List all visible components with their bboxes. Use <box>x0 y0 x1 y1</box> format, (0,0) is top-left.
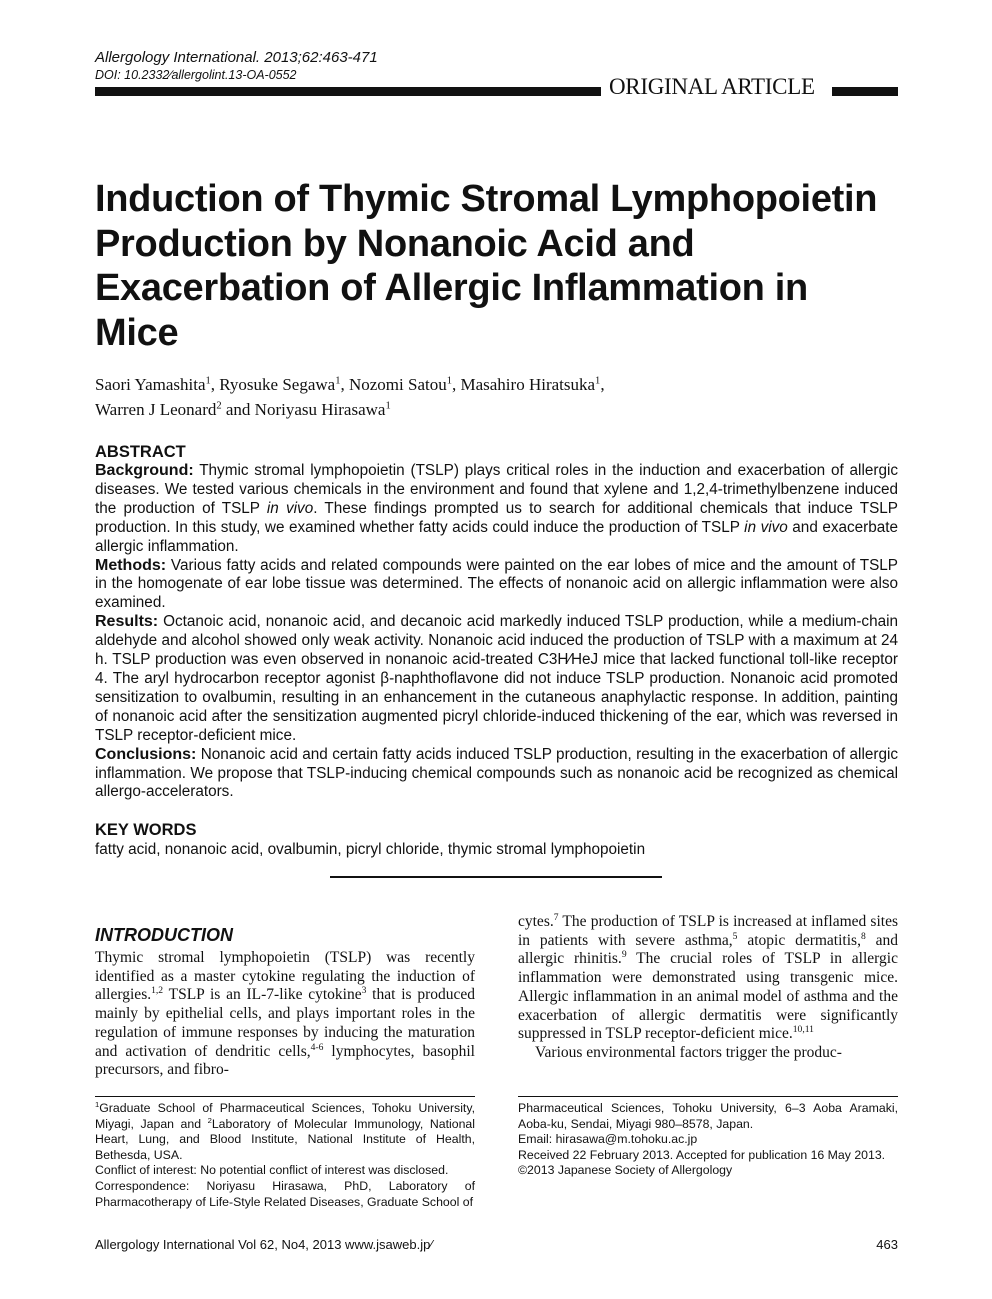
keywords-rule <box>330 876 662 878</box>
author: Nozomi Satou$^1$, <box>348 375 461 394</box>
page-number: 463 <box>876 1237 898 1252</box>
received-dates: Received 22 February 2013. Accepted for publication 16 May 2013. <box>518 1147 886 1162</box>
article-type: ORIGINAL ARTICLE <box>609 74 815 99</box>
journal-citation: Allergology International. 2013;62:463-471 <box>95 49 378 66</box>
doi: DOI: 10.2332∕allergolint.13-OA-0552 <box>95 68 297 82</box>
footnotes-right <box>518 1101 898 1179</box>
abstract-methods: Methods: Various fatty acids and related compounds were painted on the ear lobes of mice and the amount of TSLP in the homogenate of ear lobe tissue was determined. The effects of nonanoic acid on allergic inflammation were also examined. <box>95 556 898 612</box>
correspondence-address: Pharmaceutical Sciences, Tohoku University, 6–3 Aoba Aramaki, Aoba-ku, Sendai, Miyagi 980–8578, Japan. <box>518 1101 898 1131</box>
copyright: ©2013 Japanese Society of Allergology <box>518 1163 733 1178</box>
affiliations: $^1$Graduate School of Pharmaceutical Sciences, Tohoku University, Miyagi, Japan and $^2$Laboratory of Molecular Immunology, National Heart, Lung, and Blood Institute, National Institute of Health, Bethesda, USA. <box>95 1099 475 1162</box>
footer-journal: Allergology International Vol 62, No4, 2013 www.jsaweb.jp∕ <box>95 1237 433 1252</box>
paragraph: Various environmental factors trigger the produc- <box>535 1043 842 1061</box>
author: Ryosuke Segawa$^1$, <box>219 375 349 394</box>
header-rule-right <box>832 87 898 96</box>
body-column-right <box>518 913 898 1063</box>
article-title: Induction of Thymic Stromal Lymphopoietin Production by Nonanoic Acid and Exacerbation of Allergic Inflammation in Mice <box>95 178 878 354</box>
paragraph: cytes.$^7$ The production of TSLP is increased at inflamed sites in patients with severe asthma,$^5$ atopic dermatitis,$^8$ and allergic rhinitis.$^9$ The crucial roles of TSLP in allergic inflammation were demonstrated using transgenic mice. Allergic inflammation in an animal model of asthma and the exacerbation of allergic dermatitis were significantly suppressed in TSLP receptor-deficient mice.$^{10,11}$ <box>518 911 899 1043</box>
email: Email: hirasawa@m.tohoku.ac.jp <box>518 1132 698 1147</box>
section-heading-introduction: INTRODUCTION <box>95 925 233 945</box>
abstract-conclusions: Conclusions: Nonanoic acid and certain fatty acids induced TSLP production, resulting in the exacerbation of allergic inflammation. We propose that TSLP-inducing chemical compounds such as nonanoic acid be recognized as chemical allergo-accelerators. <box>95 745 898 801</box>
author: Warren J Leonard$^2$ and <box>95 400 255 419</box>
footnotes-left <box>95 1101 475 1210</box>
footnote-rule-left <box>95 1096 475 1097</box>
body-column-left <box>95 949 475 1080</box>
abstract-results: Results: Octanoic acid, nonanoic acid, and decanoic acid markedly induced TSLP production, while a medium-chain aldehyde and alcohol showed only weak activity. Nonanoic acid induced the production of TSLP with a maximum at 24 h. TSLP production was even observed in nonanoic acid-treated C3H∕HeJ mice that lacked functional toll-like receptor 4. The aryl hydrocarbon receptor agonist β-naphthoflavone did not induce TSLP production. Nonanoic acid promoted sensitization to ovalbumin, resulting in an enhancement in the cutaneous anaphylactic response. In addition, painting of nonanoic acid after the sensitization augmented picryl chloride-induced thickening of the ear, which was reversed in TSLP receptor-deficient mice. <box>95 613 898 744</box>
keywords-heading: KEY WORDS <box>95 821 197 839</box>
author: Noriyasu Hirasawa$^1$ <box>254 400 391 419</box>
abstract-heading: ABSTRACT <box>95 443 186 461</box>
header-rule-left <box>95 87 601 96</box>
author-list <box>95 372 885 422</box>
correspondence: Correspondence: Noriyasu Hirasawa, PhD, Laboratory of Pharmacotherapy of Life-Style Related Diseases, Graduate School of <box>95 1178 475 1209</box>
abstract-background: Background: Thymic stromal lymphopoietin (TSLP) plays critical roles in the induction and exacerbation of allergic diseases. We tested various chemicals in the environment and found that xylene and 1,2,4-trimethylbenzene induced the production of TSLP in vivo. These findings prompted us to search for additional chemicals that induce TSLP production. In this study, we examined whether fatty acids could induce the production of TSLP in vivo and exacerbate allergic inflammation. <box>95 462 899 555</box>
footnote-rule-right <box>518 1096 898 1097</box>
conflict-of-interest: Conflict of interest: No potential conflict of interest was disclosed. <box>95 1163 449 1178</box>
abstract <box>95 443 898 802</box>
paragraph: Thymic stromal lymphopoietin (TSLP) was recently identified as a master cytokine regulating the induction of allergies.$^{1,2}$ TSLP is an IL-7-like cytokine$^3$ that is produced mainly by epithelial cells, and plays important roles in the regulation of immune responses by inducing the maturation and activation of dendritic cells,$^{4-6}$ lymphocytes, basophil precursors, and fibro- <box>95 949 475 1079</box>
keywords-list: fatty acid, nonanoic acid, ovalbumin, picryl chloride, thymic stromal lymphopoietin <box>95 841 646 858</box>
keywords <box>95 821 898 859</box>
author: Masahiro Hiratsuka$^1$, <box>460 375 605 394</box>
author: Saori Yamashita$^1$, <box>95 375 220 394</box>
